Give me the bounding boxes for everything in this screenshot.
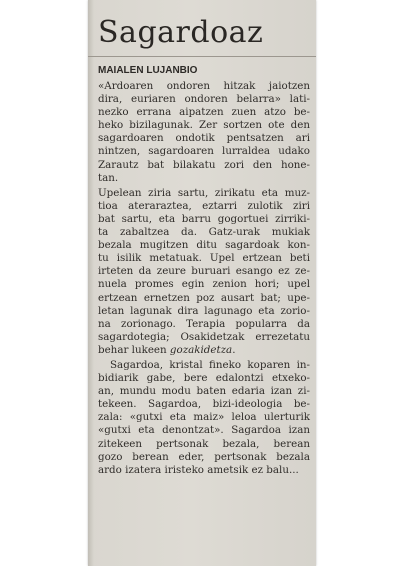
text-line: sagardotegia; Osakidetzak errezetatu: [98, 330, 310, 343]
text-line: ta zabaltzea da. Gatz-urak mukiak: [98, 226, 310, 239]
paper-fold-shadow: [88, 0, 94, 566]
text-line: nintzen, sagardoaren lurraldea udako: [98, 145, 310, 158]
text-line: heko bizilagunak. Zer sortzen ote den: [98, 119, 310, 132]
text-line: ertzean ernetzen poz ausart bat; upe-: [98, 291, 310, 304]
text-line: ardo izatera iristeko ametsik ez balu...: [98, 463, 299, 476]
text-line: Sagardoa, kristal fineko koparen in-: [110, 358, 310, 371]
text-line: tan.: [98, 171, 119, 184]
emphasized-word: gozakidetza: [169, 343, 233, 356]
text-line: gozo berean eder, pertsonak bezala: [98, 450, 310, 463]
text-line: nezko errana aipatzen zuen atzo be-: [98, 106, 310, 119]
text-line: zitekeen pertsonak bezala, berean: [98, 437, 310, 450]
text-line: irteten da zeure buruari esango ez ze-: [98, 265, 310, 278]
text-line: letan lagunak dira lagunago eta zorio-: [98, 304, 310, 317]
text-line: sagardoaren ondotik pentsatzen ari: [98, 132, 310, 145]
author-byline: MAIALEN LUJANBIO: [98, 65, 198, 76]
text-line: Zarautz bat bilakatu zori den hone-: [98, 158, 310, 171]
text-line: bidiarik gabe, bere edalontzi etxeko-: [98, 372, 310, 385]
text-line: bezala mugitzen ditu sagardoak kon-: [98, 239, 310, 252]
text-line: tekeen. Sagardoa, bizi-ideologia be-: [98, 398, 310, 411]
text-line: Upelean ziria sartu, zirikatu eta muz-: [98, 186, 310, 199]
article-title: Sagardoaz: [98, 15, 264, 50]
text-line: an, mundu modu baten edaria izan zi-: [98, 385, 310, 398]
text-line: «Ardoaren ondoren hitzak jaiotzen: [98, 80, 310, 92]
text-line: tu isilik metatuak. Upel ertzean beti: [98, 252, 310, 265]
newspaper-clipping: [88, 0, 316, 566]
title-divider: [88, 56, 316, 57]
text-line: dira, euriaren ondoren belarra» lati-: [98, 93, 310, 106]
text-span: behar lukeen: [98, 343, 170, 356]
text-line: nuela promes egin zenion hori; upel: [98, 278, 310, 291]
article-body: [98, 80, 310, 477]
text-span: .: [232, 343, 236, 356]
text-line: [98, 344, 310, 357]
text-line: tioa ateraraztea, eztarri zulotik ziri: [98, 199, 310, 212]
text-line: zala: «gutxi eta maiz» leloa ulerturik: [98, 411, 310, 424]
text-line: «gutxi eta denontzat». Sagardoa izan: [98, 424, 310, 437]
text-line: bat sartu, eta barru gogortuei zirriki-: [98, 212, 310, 225]
text-line: na zorionago. Terapia popularra da: [98, 317, 310, 330]
